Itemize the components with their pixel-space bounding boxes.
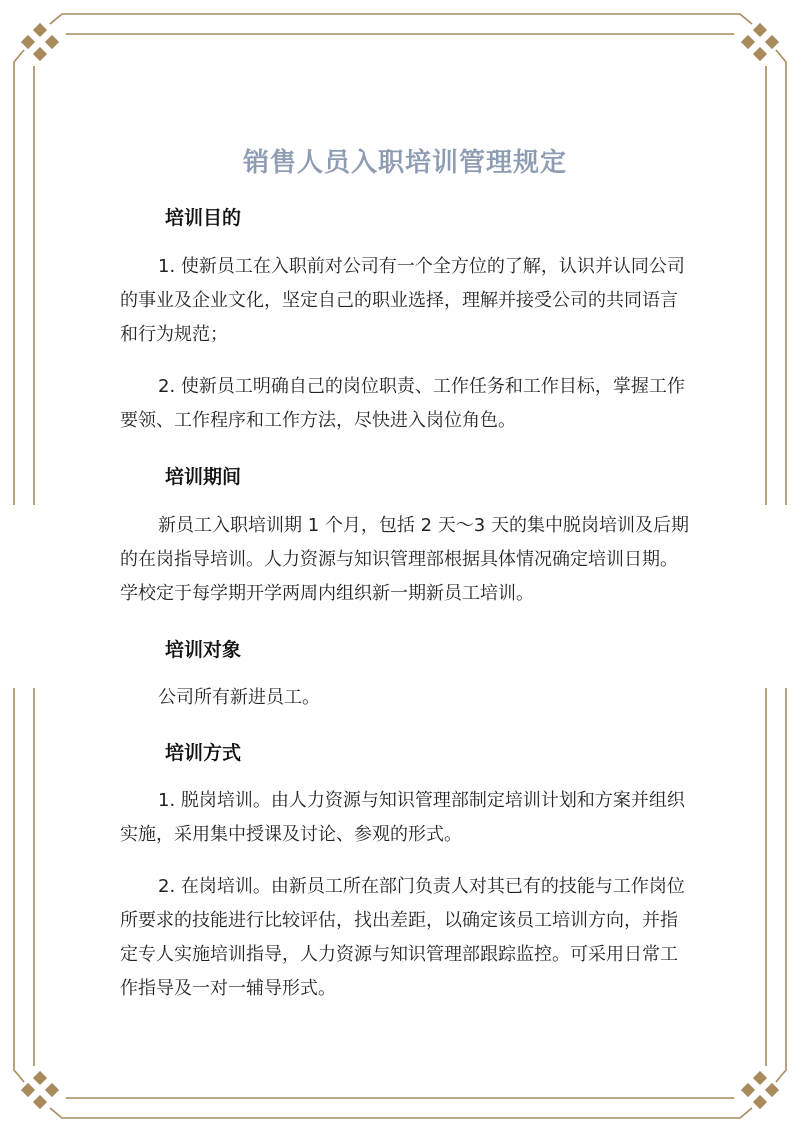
paragraph-method-2: 2. 在岗培训。由新员工所在部门负责人对其已有的技能与工作岗位所要求的技能进行比较评估，找出差距，以确定该员工培训方向，并指定专人实施培训指导，人力资源与知识管理部跟踪监控。可采用日常工作指导及一对一辅导形式。	[120, 876, 685, 999]
paragraph-audience-1: 公司所有新进员工。	[158, 687, 320, 708]
paragraph-purpose-1: 1. 使新员工在入职前对公司有一个全方位的了解，认识并认同公司的事业及企业文化，坚定自己的职业选择，理解并接受公司的共同语言和行为规范；	[120, 256, 685, 345]
paragraph-purpose-2: 2. 使新员工明确自己的岗位职责、工作任务和工作目标，掌握工作要领、工作程序和工作方法，尽快进入岗位角色。	[120, 376, 685, 431]
diamond-ornament-icon	[741, 1071, 779, 1109]
paragraph-period-1: 新员工入职培训期 1 个月，包括 2 天～3 天的集中脱岗培训及后期的在岗指导培训。人力资源与知识管理部根据具体情况确定培训日期。学校定于每学期开学两周内组织新一期新员工培训。	[120, 515, 689, 604]
paragraph-method-1: 1. 脱岗培训。由人力资源与知识管理部制定培训计划和方案并组织实施，采用集中授课及讨论、参观的形式。	[120, 790, 685, 845]
diamond-ornament-icon	[21, 23, 59, 61]
section-heading-method: 培训方式	[165, 742, 242, 764]
diamond-ornament-icon	[21, 1071, 59, 1109]
section-heading-purpose: 培训目的	[165, 207, 242, 229]
section-heading-period: 培训期间	[165, 466, 242, 488]
section-heading-audience: 培训对象	[165, 639, 242, 661]
document-title: 销售人员入职培训管理规定	[242, 148, 567, 178]
diamond-ornament-icon	[741, 23, 779, 61]
